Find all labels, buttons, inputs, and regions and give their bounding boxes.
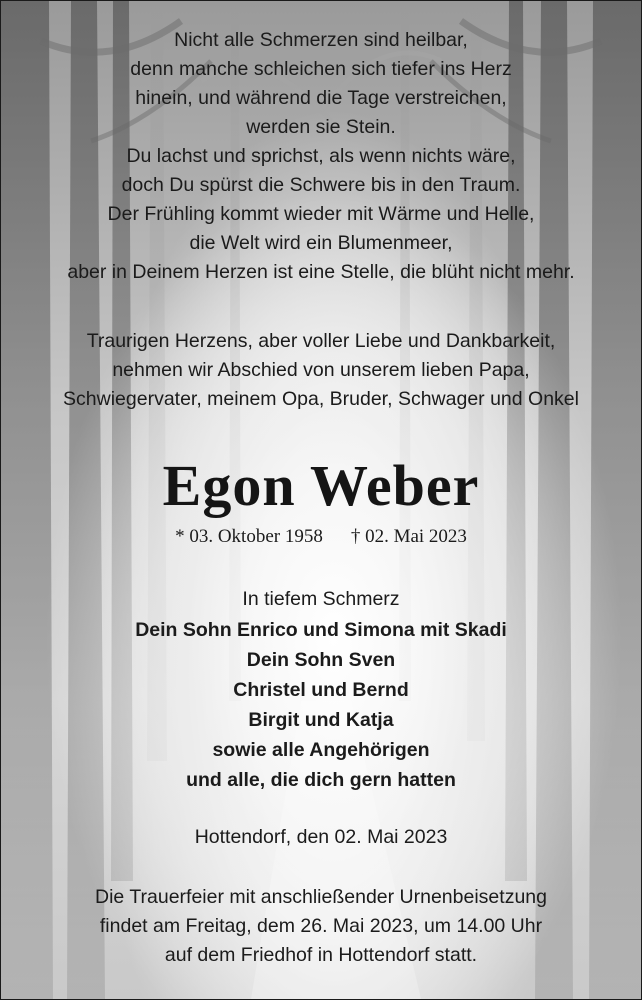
farewell-line: Traurigen Herzens, aber voller Liebe und Dankbarkeit,	[86, 330, 556, 352]
service-line: findet am Freitag, dem 26. Mai 2023, um 14.00 Uhr	[99, 915, 543, 937]
life-dates	[1, 523, 641, 551]
mourner-line: Dein Sohn Enrico und Simona mit Skadi	[135, 619, 507, 641]
poem-line: die Welt wird ein Blumenmeer,	[189, 232, 453, 254]
poem-line: werden sie Stein.	[246, 116, 396, 138]
mourner-line: Christel und Bernd	[233, 679, 409, 701]
poem-line: denn manche schleichen sich tiefer ins Herz	[130, 58, 512, 80]
mourner-line: Dein Sohn Sven	[246, 649, 396, 671]
place-and-date: Hottendorf, den 02. Mai 2023	[194, 826, 448, 848]
poem-line: Der Frühling kommt wieder mit Wärme und Helle,	[107, 203, 535, 225]
death-date: † 02. Mai 2023	[350, 526, 467, 547]
poem-line: hinein, und während die Tage verstreichen,	[135, 87, 507, 109]
service-line: auf dem Friedhof in Hottendorf statt.	[164, 944, 478, 966]
poem-line: doch Du spürst die Schwere bis in den Traum.	[121, 174, 521, 196]
deceased-name: Egon Weber	[162, 453, 480, 518]
farewell-text	[1, 327, 641, 414]
mourners-list	[1, 615, 641, 795]
poem-line: Du lachst und sprichst, als wenn nichts wäre,	[126, 145, 516, 167]
poem-line: Nicht alle Schmerzen sind heilbar,	[174, 29, 468, 51]
mourner-line: sowie alle Angehörigen	[212, 739, 430, 761]
mourning-intro: In tiefem Schmerz	[242, 588, 400, 610]
birth-date: * 03. Oktober 1958	[175, 526, 323, 547]
farewell-line: Schwiegervater, meinem Opa, Bruder, Schwager und Onkel	[63, 388, 579, 410]
mourner-line: und alle, die dich gern hatten	[186, 769, 456, 791]
service-line: Die Trauerfeier mit anschließender Urnenbeisetzung	[95, 886, 547, 908]
poem-line: aber in Deinem Herzen ist eine Stelle, die blüht nicht mehr.	[67, 261, 575, 283]
poem	[1, 26, 641, 287]
funeral-service-info	[1, 883, 641, 970]
mourner-line: Birgit und Katja	[248, 709, 394, 731]
farewell-line: nehmen wir Abschied von unserem lieben Papa,	[112, 359, 530, 381]
